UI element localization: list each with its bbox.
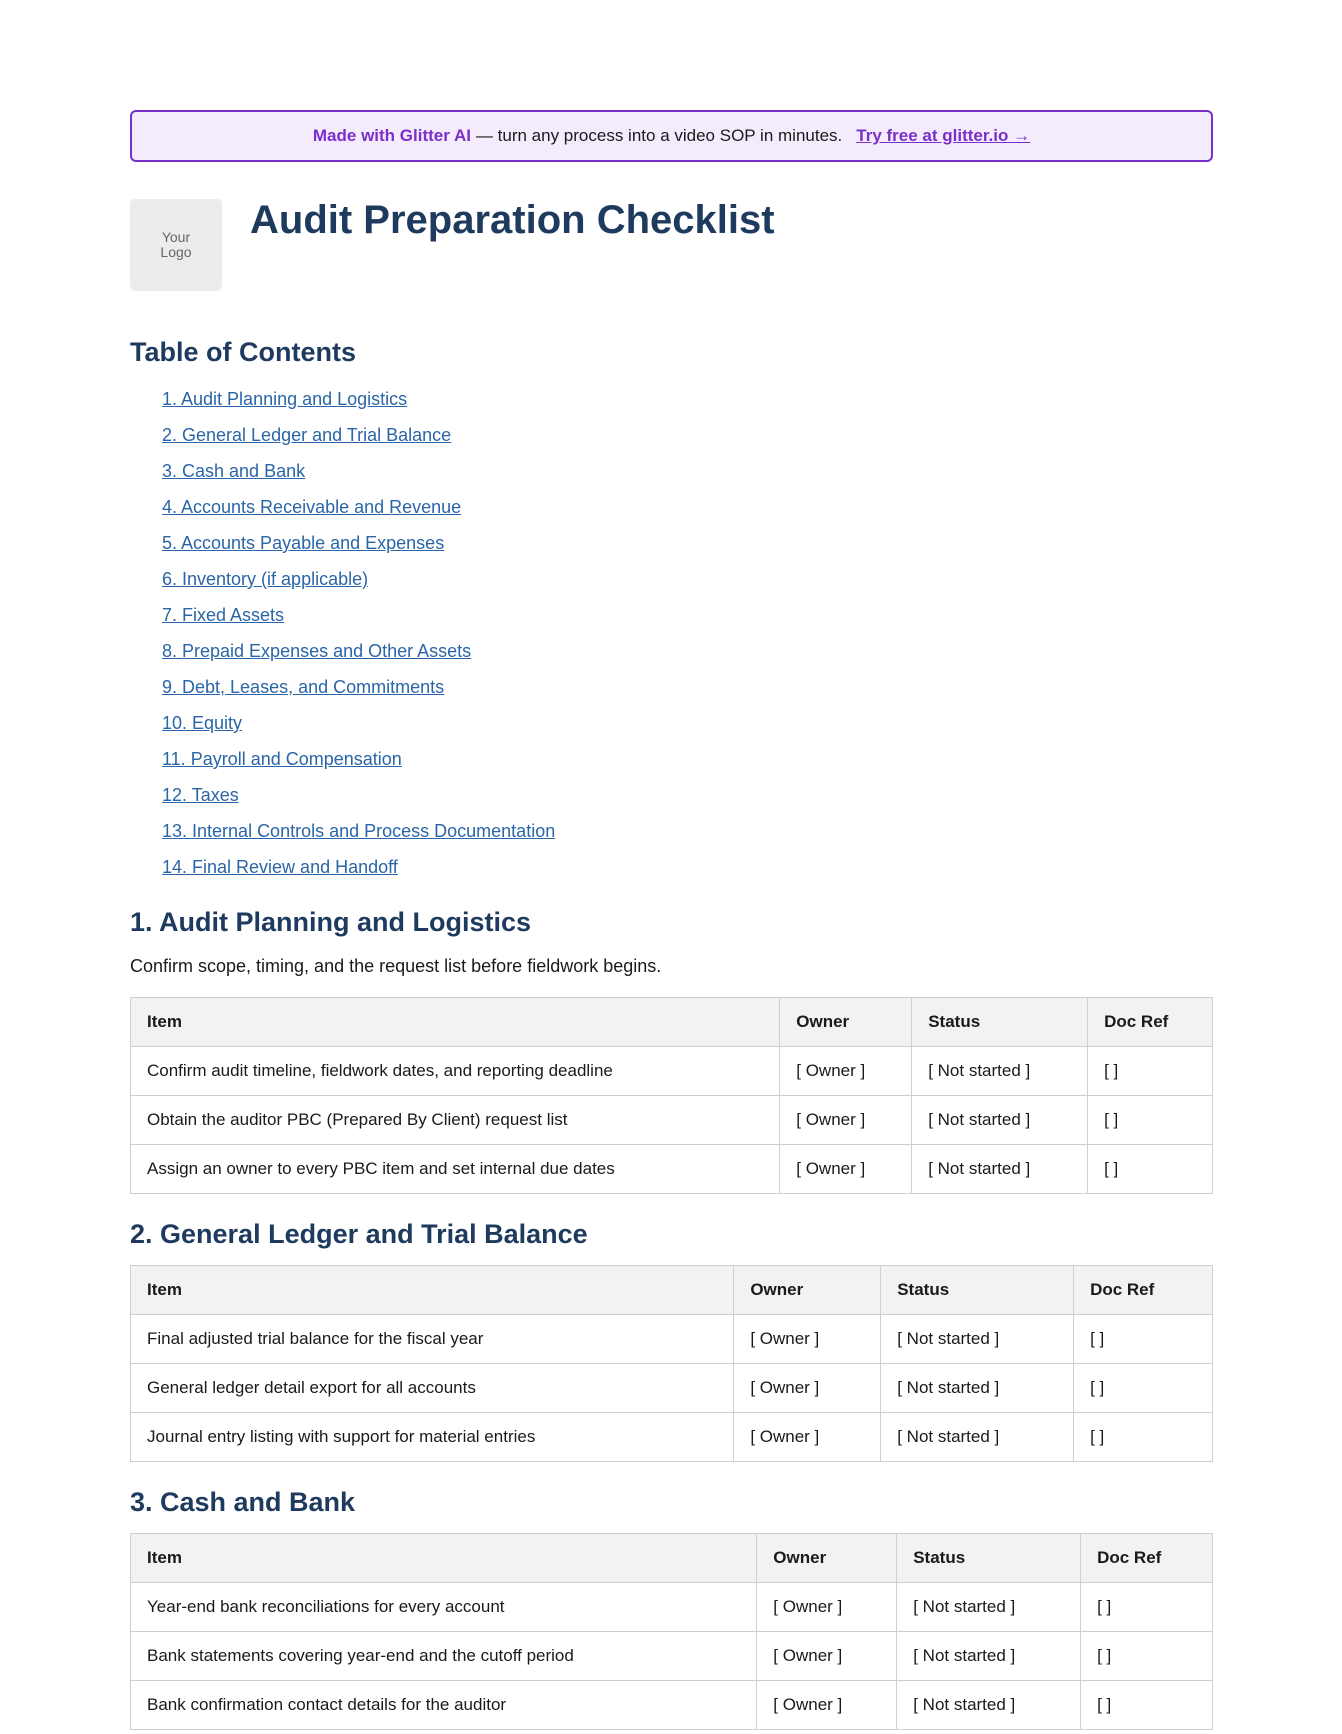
checklist-table (130, 997, 1213, 1194)
toc-link[interactable]: 3. Cash and Bank (162, 461, 306, 481)
toc-item (162, 417, 1213, 453)
toc-item (162, 561, 1213, 597)
header-owner: Owner (734, 1266, 881, 1315)
promo-banner (130, 110, 1213, 162)
banner-cta-link[interactable]: Try free at glitter.io → (856, 126, 1031, 145)
header-doc-ref: Doc Ref (1081, 1534, 1213, 1583)
cell-status[interactable]: [ Not started ] (881, 1315, 1074, 1364)
cell-owner[interactable]: [ Owner ] (780, 1145, 912, 1194)
section-intro: Confirm scope, timing, and the request list before fieldwork begins. (130, 956, 662, 976)
section-cash-and-bank (130, 1487, 1213, 1730)
header-item: Item (131, 1534, 757, 1583)
toc-item (162, 705, 1213, 741)
cell-status[interactable]: [ Not started ] (912, 1047, 1088, 1096)
toc-item (162, 741, 1213, 777)
cell-item: Confirm audit timeline, fieldwork dates, and reporting deadline (131, 1047, 780, 1096)
cell-status[interactable]: [ Not started ] (897, 1632, 1081, 1681)
banner-text: — turn any process into a video SOP in minutes. (475, 126, 843, 145)
cell-doc-ref[interactable]: [ ] (1088, 1145, 1213, 1194)
toc-link[interactable]: 13. Internal Controls and Process Documentation (162, 821, 556, 841)
cell-status[interactable]: [ Not started ] (881, 1413, 1074, 1462)
toc-item (162, 381, 1213, 417)
toc-item (162, 849, 1213, 885)
cell-status[interactable]: [ Not started ] (897, 1681, 1081, 1730)
page-title: Audit Preparation Checklist (250, 198, 775, 242)
checklist-table (130, 1265, 1213, 1462)
section-title: 1. Audit Planning and Logistics (130, 907, 532, 937)
table-of-contents (130, 381, 1213, 885)
cell-owner[interactable]: [ Owner ] (757, 1632, 897, 1681)
toc-link[interactable]: 6. Inventory (if applicable) (162, 569, 369, 589)
toc-item (162, 813, 1213, 849)
toc-link[interactable]: 5. Accounts Payable and Expenses (162, 533, 445, 553)
header-status: Status (897, 1534, 1081, 1583)
table-row (131, 1364, 1213, 1413)
header-item: Item (131, 998, 780, 1047)
cell-owner[interactable]: [ Owner ] (780, 1047, 912, 1096)
toc-item (162, 669, 1213, 705)
cell-doc-ref[interactable]: [ ] (1081, 1583, 1213, 1632)
cell-owner[interactable]: [ Owner ] (780, 1096, 912, 1145)
toc-link[interactable]: 9. Debt, Leases, and Commitments (162, 677, 445, 697)
cell-doc-ref[interactable]: [ ] (1074, 1364, 1213, 1413)
table-row (131, 1413, 1213, 1462)
cell-item: Bank confirmation contact details for the auditor (131, 1681, 757, 1730)
toc-link[interactable]: 10. Equity (162, 713, 243, 733)
table-row (131, 1315, 1213, 1364)
logo-placeholder: Your Logo (130, 199, 222, 291)
toc-link[interactable]: 8. Prepaid Expenses and Other Assets (162, 641, 472, 661)
cell-doc-ref[interactable]: [ ] (1081, 1632, 1213, 1681)
section-title: 2. General Ledger and Trial Balance (130, 1219, 588, 1249)
cell-item: Obtain the auditor PBC (Prepared By Client) request list (131, 1096, 780, 1145)
cell-status[interactable]: [ Not started ] (897, 1583, 1081, 1632)
toc-item (162, 489, 1213, 525)
cell-owner[interactable]: [ Owner ] (734, 1315, 881, 1364)
header-doc-ref: Doc Ref (1088, 998, 1213, 1047)
table-row (131, 1583, 1213, 1632)
cell-item: Journal entry listing with support for material entries (131, 1413, 734, 1462)
banner-brand: Made with Glitter AI (312, 126, 471, 145)
header-owner: Owner (757, 1534, 897, 1583)
toc-item (162, 525, 1213, 561)
cell-status[interactable]: [ Not started ] (912, 1096, 1088, 1145)
cell-status[interactable]: [ Not started ] (881, 1364, 1074, 1413)
cell-doc-ref[interactable]: [ ] (1088, 1096, 1213, 1145)
table-header-row (131, 1266, 1213, 1315)
cell-owner[interactable]: [ Owner ] (757, 1583, 897, 1632)
table-row (131, 1145, 1213, 1194)
table-header-row (131, 998, 1213, 1047)
header-doc-ref: Doc Ref (1074, 1266, 1213, 1315)
toc-link[interactable]: 14. Final Review and Handoff (162, 857, 398, 877)
table-row (131, 1681, 1213, 1730)
cell-doc-ref[interactable]: [ ] (1074, 1315, 1213, 1364)
cell-doc-ref[interactable]: [ ] (1074, 1413, 1213, 1462)
table-row (131, 1047, 1213, 1096)
table-row (131, 1632, 1213, 1681)
document-page (130, 110, 1213, 1730)
cell-item: Year-end bank reconciliations for every account (131, 1583, 757, 1632)
toc-link[interactable]: 4. Accounts Receivable and Revenue (162, 497, 462, 517)
cell-doc-ref[interactable]: [ ] (1088, 1047, 1213, 1096)
cell-owner[interactable]: [ Owner ] (734, 1413, 881, 1462)
cell-doc-ref[interactable]: [ ] (1081, 1681, 1213, 1730)
toc-link[interactable]: 12. Taxes (162, 785, 239, 805)
section-title: 3. Cash and Bank (130, 1487, 356, 1517)
header-owner: Owner (780, 998, 912, 1047)
cell-owner[interactable]: [ Owner ] (734, 1364, 881, 1413)
table-header-row (131, 1534, 1213, 1583)
toc-link[interactable]: 7. Fixed Assets (162, 605, 285, 625)
checklist-table (130, 1533, 1213, 1730)
header-status: Status (912, 998, 1088, 1047)
header-item: Item (131, 1266, 734, 1315)
cell-item: General ledger detail export for all accounts (131, 1364, 734, 1413)
cell-item: Assign an owner to every PBC item and set internal due dates (131, 1145, 780, 1194)
cell-owner[interactable]: [ Owner ] (757, 1681, 897, 1730)
toc-item (162, 597, 1213, 633)
cell-item: Final adjusted trial balance for the fiscal year (131, 1315, 734, 1364)
toc-item (162, 777, 1213, 813)
cell-item: Bank statements covering year-end and the cutoff period (131, 1632, 757, 1681)
title-row (130, 199, 1213, 291)
toc-link[interactable]: 11. Payroll and Compensation (162, 749, 402, 769)
toc-item (162, 633, 1213, 669)
toc-item (162, 453, 1213, 489)
section-general-ledger (130, 1219, 1213, 1462)
header-status: Status (881, 1266, 1074, 1315)
toc-link[interactable]: 2. General Ledger and Trial Balance (162, 425, 452, 445)
cell-status[interactable]: [ Not started ] (912, 1145, 1088, 1194)
table-row (131, 1096, 1213, 1145)
toc-heading: Table of Contents (130, 337, 356, 367)
toc-link[interactable]: 1. Audit Planning and Logistics (162, 389, 408, 409)
section-audit-planning (130, 907, 1213, 1194)
